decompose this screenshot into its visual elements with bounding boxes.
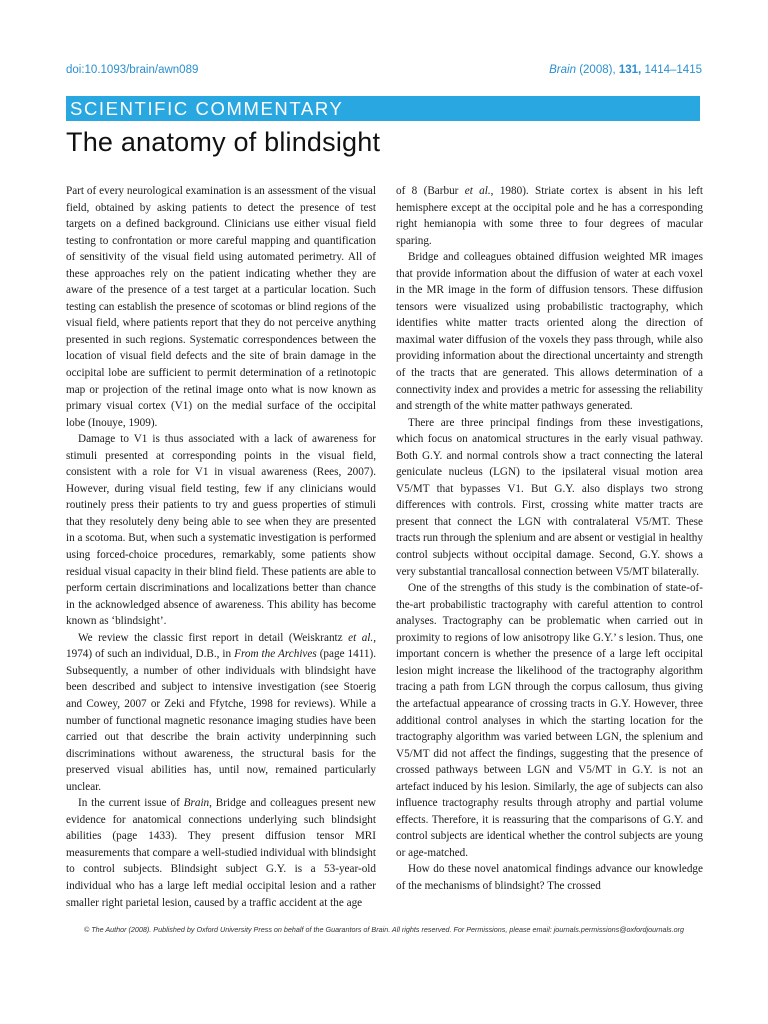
journal-name: Brain xyxy=(549,64,576,76)
right-column xyxy=(396,183,703,895)
left-column xyxy=(66,183,376,911)
text-run: , 1974) of such an individual, D.B., in xyxy=(66,631,376,661)
paragraph: Damage to V1 is thus associated with a lack of awareness for stimuli presented at corresponding points in the visual field, consistent with a role for V1 in visual awareness (Rees, 2007). However, during visual field testing, few if any clinicians would routinely press their patients to try and guess properties of stimuli that they resolutely deny being able to see when they are presented in a scotoma. But, when such a systematic investigation is performed using forced-choice procedures, remarkably, some patients show residual visual capacity in their blind field. These patients are able to perform certain discriminations and localizations better than chance in the acknowledged absence of awareness. This ability has become known as ‘blindsight’. xyxy=(66,433,376,628)
text-run-italic: et al. xyxy=(348,631,374,644)
paragraph: Part of every neurological examination is an assessment of the visual field, obtained by asking patients to detect the presence of test targets on a defined background. Clinicians use either visual field testing to confrontation or more careful mapping and quantification of sensitivity of the visual field using automated perimetry. All of these approaches rely on the patient indicating whether they are aware of the presence of a test target at a particular location. Such testing can establish the presence of scotomas or blind regions of the visual field, where patients report that they do not perceive anything presented in such regions. Systematic correspondences between the location of visual field defects and the site of brain damage in the occipital lobe are sufficient to permit determination of a retinotopic map or projection of the retinal image onto what is now known as primary visual cortex (V1) on the medial surface of the occipital lobe (Inouye, 1909). xyxy=(66,185,376,429)
text-run: (page 1411). Subsequently, a number of other individuals with blindsight have been described and subject to intensive investigation (see Stoerig and Cowey, 2007 or Zeki and Ffytche, 1998 for reviews). While a number of functional magnetic resonance imaging studies have been carried out that describe the brain activity underpinning such discriminations without awareness, the structural basis for the preserved visual abilities has, until now, remained particularly unclear. xyxy=(66,648,376,793)
paragraph xyxy=(396,183,703,249)
paragraph xyxy=(66,795,376,911)
paragraph: One of the strengths of this study is the combination of state-of-the-art probabilistic tractography with careful attention to control analyses. Tractography can be problematic when carried out in proximity to regions of low anisotropy like G.Y.’ s lesion. Thus, one important concern is whether the presence of a large left occipital lesion might increase the likelihood of the tractography algorithm tracing a path from LGN through the corpus callosum, thus giving the artefactual appearance of crossing tracts in G.Y. However, three additional control analyses in which the starting location for the tractography algorithm was varied between LGN, the splenium and V5/MT did not affect the findings, suggesting that the presence of crossed pathways between LGN and V5/MT in G.Y. is not an artefact induced by his lesion. Similarly, the age of subjects can also influence tractography results through atrophy and partial volume effects. Therefore, it is reassuring that the comparisons of G.Y. and control subjects are identical whether the control subjects are young or age-matched. xyxy=(396,582,703,859)
copyright-footer: © The Author (2008). Published by Oxford University Press on behalf of the Guarantors of Brain. All rights reserved. For Permissions, please email: journals.permissions@oxfordjournals.org xyxy=(83,925,685,934)
text-run: , Bridge and colleagues present new evidence for anatomical connections underlying such blindsight abilities (page 1433). They present diffusion tensor MRI measurements that compare a well-studied individual with blindsight to control subjects. Blindsight subject G.Y. is a 53-year-old individual who has a large left medial occipital lesion and a rather smaller right parietal lesion, caused by a traffic accident at the age xyxy=(66,797,376,909)
section-banner: SCIENTIFIC COMMENTARY xyxy=(66,96,700,121)
text-run: , 1980). Striate cortex is absent in his left hemisphere except at the occipital pole and he has a corresponding right hemianopia with some three to four degrees of macular sparing. xyxy=(396,185,703,247)
text-run: of 8 (Barbur xyxy=(396,185,465,197)
text-run: In the current issue of xyxy=(78,797,184,810)
paragraph: How do these novel anatomical findings advance our knowledge of the mechanisms of blindsight? The crossed xyxy=(396,863,703,892)
text-run-italic: et al. xyxy=(464,185,491,197)
journal-year: (2008), xyxy=(579,64,616,76)
text-run: We review the classic first report in detail (Weiskrantz xyxy=(78,631,349,644)
paragraph: There are three principal findings from these investigations, which focus on anatomical structures in the early visual pathway. Both G.Y. and normal controls show a tract connecting the lateral geniculate nucleus (LGN) to the ipsilateral visual motion area V5/MT that bypasses V1. But G.Y. also displays two strong differences with controls. First, crossing white matter tracts are present that connect the LGN with contralateral V5/MT. These tracts run through the splenium and are absent or vestigial in healthy control subjects without occipital damage. Second, G.Y. shows a very substantial trancallosal connection between V5/MT bilaterally. xyxy=(396,416,703,578)
journal-citation xyxy=(549,64,702,76)
paragraph xyxy=(66,630,376,795)
text-run-italic: Brain xyxy=(183,797,210,810)
article-title: The anatomy of blindsight xyxy=(66,127,381,157)
journal-volume: 131, xyxy=(618,64,642,76)
paragraph: Bridge and colleagues obtained diffusion weighted MR images that provide information about the diffusion of water at each voxel in the MR image in the form of diffusion tensors. These diffusion tensors were visualized using probabilistic tractography, which identifies white matter tracts oriented along the direction of maximal water diffusion of the voxels they pass through, while also providing information about the directional uncertainty and strength of the tracts that are generated. This allows determination of a connectivity index and provides a metric for assessing the reliability and strength of the white matter pathways generated. xyxy=(396,251,703,413)
text-run-italic: From the Archives xyxy=(234,648,317,661)
journal-pages: 1414–1415 xyxy=(644,64,702,76)
doi-link[interactable]: doi:10.1093/brain/awn089 xyxy=(66,64,199,76)
